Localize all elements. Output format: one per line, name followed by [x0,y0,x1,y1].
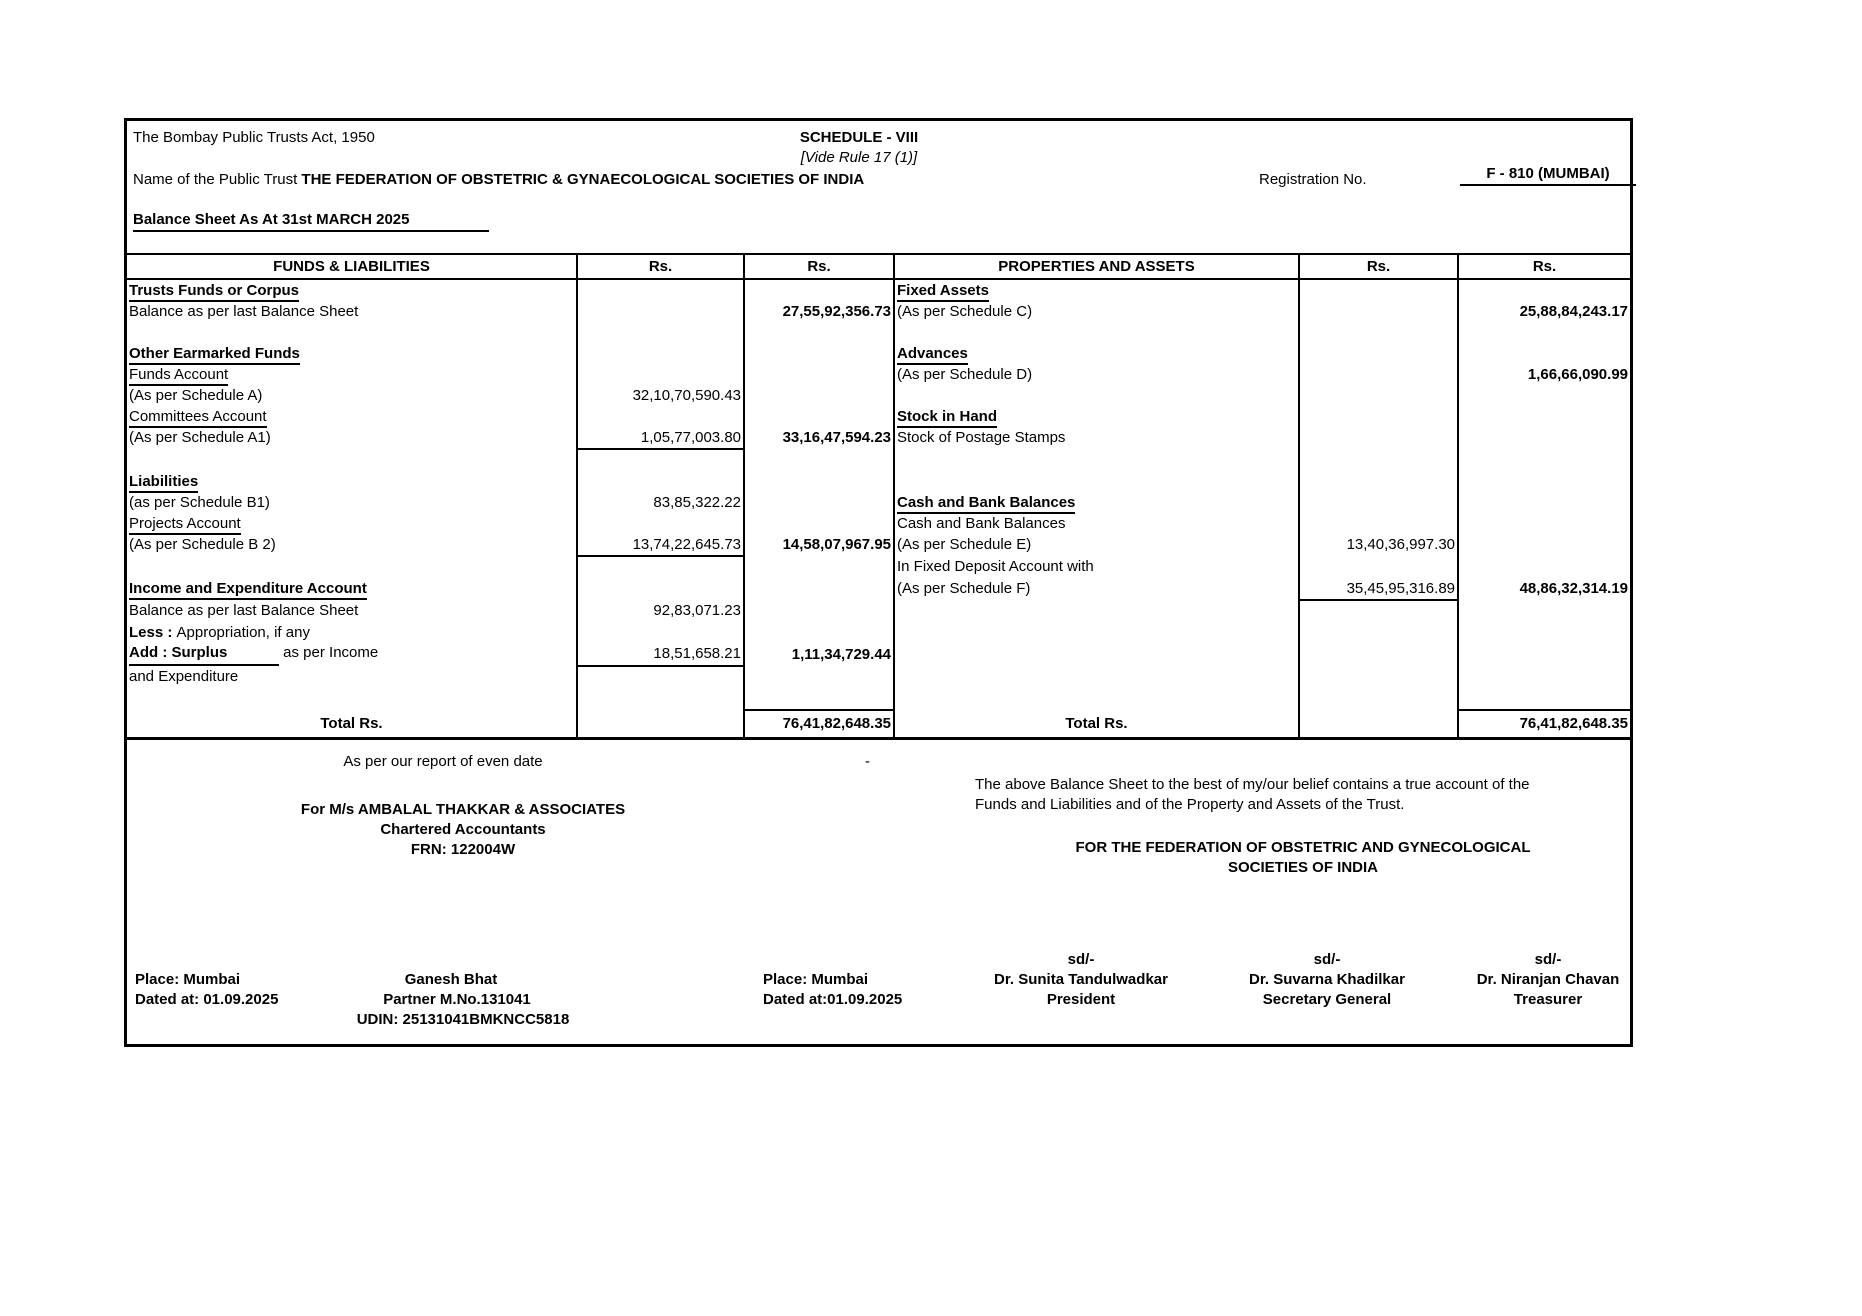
table-cell [894,600,1299,622]
table-cell: In Fixed Deposit Account with [894,556,1299,578]
table-row [127,471,1630,492]
table-row [127,449,1630,471]
table-cell: 13,74,22,645.73 [577,534,744,556]
table-cell [744,556,894,578]
balance-sheet-document [124,118,1633,1047]
registration-value: F - 810 (MUMBAI) [1460,165,1636,186]
column-header-properties-assets: PROPERTIES AND ASSETS [894,254,1299,279]
table-cell [744,600,894,622]
table-cell [894,322,1299,343]
table-cell: (As per Schedule A1) [127,427,577,449]
table-cell [577,688,744,710]
table-cell: (As per Schedule E) [894,534,1299,556]
table-cell [744,322,894,343]
partner-udin: UDIN: 25131041BMKNCC5818 [356,1011,570,1028]
table-cell [1299,666,1458,688]
table-cell [1458,449,1630,471]
table-cell [577,449,744,471]
column-header-rs-1: Rs. [577,254,744,279]
table-cell [1299,492,1458,513]
table-cell: 83,85,322.22 [577,492,744,513]
table-row [127,343,1630,364]
table-cell: (As per Schedule B 2) [127,534,577,556]
table-cell: Stock of Postage Stamps [894,427,1299,449]
trust-name-line [133,171,864,189]
table-row [127,622,1630,643]
table-cell [1458,427,1630,449]
table-cell [1458,385,1630,406]
table-cell: Balance as per last Balance Sheet [127,600,577,622]
table-cell: Liabilities [127,471,577,492]
table-cell [577,556,744,578]
signatory-name-president: Dr. Sunita Tandulwadkar [994,971,1168,988]
trust-name-label: Name of the Public Trust [133,171,298,188]
table-cell [744,471,894,492]
column-header-rs-2: Rs. [744,254,894,279]
table-cell [744,513,894,534]
table-cell [1299,406,1458,427]
table-cell [1458,534,1630,556]
table-cell [1299,322,1458,343]
table-cell [127,449,577,471]
table-cell [1299,471,1458,492]
table-cell: 48,86,32,314.19 [1519,580,1628,597]
table-cell [1458,279,1630,301]
table-cell [577,279,744,301]
table-cell [744,364,894,385]
place-mid: Place: Mumbai [763,971,869,988]
table-cell: 33,16,47,594.23 [744,427,894,449]
table-cell: 92,83,071.23 [577,600,744,622]
schedule-title: SCHEDULE - VIII [799,129,919,146]
table-cell [744,385,894,406]
table-row [127,556,1630,578]
table-cell: 13,40,36,997.30 [1299,534,1458,556]
table-cell [1458,492,1630,513]
table-cell [1458,322,1630,343]
table-cell [894,471,1299,492]
table-cell: Stock in Hand [894,406,1299,427]
table-row [127,322,1630,343]
auditor-type-line: Chartered Accountants [380,821,546,838]
table-row [127,279,1630,301]
table-cell: 35,45,95,316.89 [1299,578,1458,600]
signatory-role-secretary: Secretary General [1262,991,1392,1008]
table-cell [1299,301,1458,322]
table-cell [1299,643,1458,666]
report-note: As per our report of even date [343,753,543,770]
table-cell: Cash and Bank Balances [894,513,1299,534]
signatory-name-treasurer: Dr. Niranjan Chavan [1476,971,1620,988]
table-cell [127,322,577,343]
table-cell: 14,58,07,967.95 [744,534,894,556]
auditor-for-line: For M/s AMBALAL THAKKAR & ASSOCIATES [300,801,626,818]
dated-left: Dated at: 01.09.2025 [135,991,279,1008]
table-cell [744,343,894,364]
table-cell: 76,41,82,648.35 [1458,710,1630,739]
table-cell [1299,364,1458,385]
partner-name: Ganesh Bhat [404,971,498,988]
column-header-funds-liabilities: FUNDS & LIABILITIES [127,254,577,279]
table-cell: 18,51,658.21 [577,643,744,666]
table-row [127,578,1630,600]
table-cell [577,666,744,688]
table-cell [577,471,744,492]
table-cell: Other Earmarked Funds [127,343,577,364]
table-cell [1299,385,1458,406]
table-cell [894,449,1299,471]
table-row [127,364,1630,385]
table-cell: Add : Surplus as per Income [127,643,577,666]
table-row [127,513,1630,534]
signatory-role-president: President [1046,991,1116,1008]
table-cell: (As per Schedule C) [894,301,1299,322]
table-cell: Cash and Bank Balances [894,492,1299,513]
table-cell [577,578,744,600]
table-cell: Fixed Assets [894,279,1299,301]
table-cell: (as per Schedule B1) [127,492,577,513]
table-cell [744,688,894,710]
table-cell [1458,471,1630,492]
table-cell: 27,55,92,356.73 [744,301,894,322]
table-cell [1458,556,1630,578]
table-cell [1299,427,1458,449]
table-cell [1299,513,1458,534]
table-cell: Total Rs. [894,710,1299,739]
table-header-row [127,254,1630,279]
table-cell [1299,622,1458,643]
table-row [127,385,1630,406]
table-cell [577,406,744,427]
table-row [127,666,1630,688]
signatory-name-secretary: Dr. Suvarna Khadilkar [1249,971,1405,988]
table-cell [744,492,894,513]
table-cell: Less : Appropriation, if any [127,622,577,643]
table-cell [1458,666,1630,688]
place-left: Place: Mumbai [135,971,241,988]
table-row [127,492,1630,513]
table-cell: 1,05,77,003.80 [577,427,744,449]
table-cell: and Expenditure [127,666,577,688]
declaration-line-2: Funds and Liabilities and of the Property and Assets of the Trust. [975,796,1405,813]
table-row [127,534,1630,556]
sd-mark-treasurer: sd/- [1534,951,1562,968]
table-cell: (As per Schedule D) [894,364,1299,385]
table-cell [1299,449,1458,471]
column-header-rs-3: Rs. [1299,254,1458,279]
table-cell [744,578,894,600]
table-cell [127,688,577,710]
table-cell [1458,343,1630,364]
table-cell: (As per Schedule A) [127,385,577,406]
table-cell: 1,11,34,729.44 [744,643,894,666]
table-cell [1458,622,1630,643]
table-row [127,643,1630,666]
table-cell [127,556,577,578]
table-cell [1458,406,1630,427]
table-cell [894,622,1299,643]
table-cell [894,385,1299,406]
sd-mark-secretary: sd/- [1313,951,1341,968]
table-cell [744,279,894,301]
sd-mark-president: sd/- [1067,951,1095,968]
table-row [127,301,1630,322]
dash-mark: - [865,753,870,770]
column-header-rs-4: Rs. [1458,254,1630,279]
table-cell [577,710,744,739]
table-cell: Total Rs. [127,710,577,739]
table-cell [1299,343,1458,364]
table-cell: Trusts Funds or Corpus [127,279,577,301]
table-cell: (As per Schedule F) [894,578,1299,600]
declaration-line-1: The above Balance Sheet to the best of my/our belief contains a true account of the [975,776,1530,793]
federation-for-line-2: SOCIETIES OF INDIA [1227,859,1379,876]
table-cell [1458,688,1630,710]
table-cell [1299,279,1458,301]
signatory-role-treasurer: Treasurer [1513,991,1583,1008]
table-row [127,600,1630,622]
registration-label: Registration No. [1259,171,1367,188]
table-cell [577,364,744,385]
balance-table [127,253,1630,740]
table-cell [744,666,894,688]
table-cell [1299,556,1458,578]
vide-rule: [Vide Rule 17 (1)] [800,149,918,166]
table-cell [744,449,894,471]
table-cell [744,406,894,427]
table-cell [1458,643,1630,666]
table-cell: Advances [894,343,1299,364]
table-cell [577,622,744,643]
federation-for-line-1: FOR THE FEDERATION OF OBSTETRIC AND GYNECOLOGICAL [1075,839,1531,856]
table-cell [894,688,1299,710]
table-row [127,427,1630,449]
balance-sheet-title: Balance Sheet As At 31st MARCH 2025 [133,211,489,232]
table-cell [577,343,744,364]
trust-name: THE FEDERATION OF OBSTETRIC & GYNAECOLOGICAL SOCIETIES OF INDIA [301,171,865,188]
table-cell [744,622,894,643]
table-cell: Projects Account [127,513,577,534]
table-cell [1458,600,1630,622]
table-cell [577,322,744,343]
table-cell [577,301,744,322]
table-cell [1299,710,1458,739]
table-cell: Committees Account [127,406,577,427]
table-cell [894,666,1299,688]
table-cell: Balance as per last Balance Sheet [127,301,577,322]
table-cell: Funds Account [127,364,577,385]
table-cell: 76,41,82,648.35 [744,710,894,739]
table-cell: 25,88,84,243.17 [1519,302,1628,320]
partner-number: Partner M.No.131041 [383,991,531,1008]
table-cell: 32,10,70,590.43 [577,385,744,406]
table-cell [1458,513,1630,534]
table-cell: 1,66,66,090.99 [1527,365,1628,383]
table-cell [1299,688,1458,710]
dated-mid: Dated at:01.09.2025 [763,991,903,1008]
table-row [127,406,1630,427]
table-row [127,688,1630,710]
table-row [127,710,1630,739]
auditor-frn-line: FRN: 122004W [410,841,516,858]
table-cell: Income and Expenditure Account [127,578,577,600]
table-cell [1299,600,1458,622]
table-cell [894,643,1299,666]
act-title: The Bombay Public Trusts Act, 1950 [133,129,375,146]
table-cell [577,513,744,534]
